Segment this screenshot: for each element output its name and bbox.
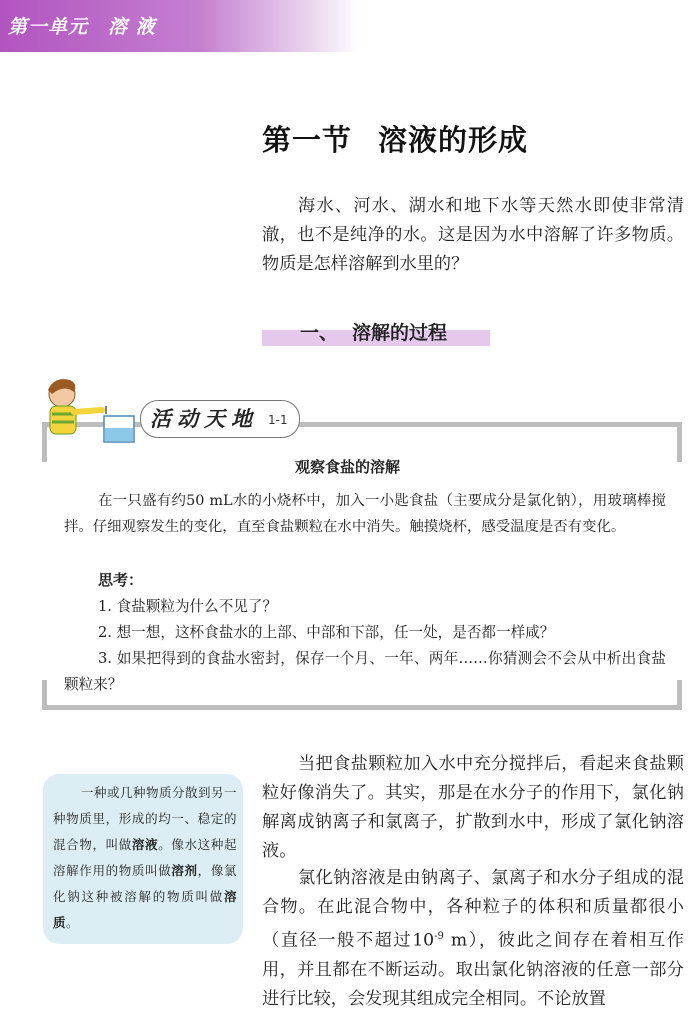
activity-subtitle: 观察食盐的溶解 bbox=[294, 458, 400, 476]
section-name: 溶液的形成 bbox=[378, 123, 529, 157]
note-text-3: ，像氯化钠这种被溶解的物质叫做 bbox=[53, 863, 237, 904]
activity-frame-top-right bbox=[296, 422, 680, 427]
note-text-1: 一种或几种物质分散到另一种物质里，形成的均一、稳定的混合物，叫做 bbox=[53, 785, 238, 852]
definition-text bbox=[53, 780, 237, 936]
subsection-heading bbox=[300, 318, 447, 345]
unit-topic: 溶 液 bbox=[108, 16, 156, 38]
activity-title: 活动天地 bbox=[150, 407, 258, 431]
subsection-number: 一、 bbox=[300, 322, 339, 344]
body-paragraph-3 bbox=[262, 864, 684, 1014]
section-number: 第一节 bbox=[262, 123, 353, 157]
subsection-name: 溶解的过程 bbox=[352, 322, 448, 344]
para3-part-a: 氯化钠溶液是由钠离子、氯离子和水分子组成的混合物。在此混合物中，各种粒子的体积和质量都很小（直径一般不超过10 bbox=[262, 868, 684, 951]
intro-paragraph: 海水、河水、湖水和地下水等天然水即使非常清澈，也不是纯净的水。这是因为水中溶解了许多物质。物质是怎样溶解到水里的？ bbox=[262, 196, 684, 274]
activity-frame-bottom bbox=[42, 705, 682, 710]
definition-note bbox=[43, 774, 243, 944]
unit-label: 第一单元 bbox=[8, 16, 89, 38]
page-title bbox=[262, 118, 528, 159]
para3-exponent: -9 bbox=[434, 931, 444, 942]
term-solute: 溶质 bbox=[53, 889, 237, 930]
question-3: 3. 如果把得到的食盐水密封，保存一个月、一年、两年……你猜测会不会从中析出食盐颗粒来？ bbox=[64, 650, 666, 693]
think-label: 思考： bbox=[98, 571, 144, 589]
note-text-4: 。 bbox=[66, 915, 80, 930]
note-text-2: 。像水这种起溶解作用的物质叫做 bbox=[53, 837, 237, 878]
para3-part-b: m），彼此之间存在着相互作用，并且都在不断运动。取出氯化钠溶液的任意一部分进行比较，会发现其组成完全相同。不论放置 bbox=[262, 930, 684, 1009]
question-2: 2. 想一想，这杯食盐水的上部、中部和下部，任一处，是否都一样咸？ bbox=[98, 624, 555, 641]
term-solvent: 溶剂 bbox=[171, 863, 198, 878]
unit-banner bbox=[0, 0, 360, 52]
question-1: 1. 食盐颗粒为什么不见了？ bbox=[98, 598, 278, 615]
body-paragraph-2: 当把食盐颗粒加入水中充分搅拌后，看起来食盐颗粒好像消失了。其实，那是在水分子的作用下，氯化钠解离成钠离子和氯离子，扩散到水中，形成了氯化钠溶液。 bbox=[262, 754, 684, 861]
child-with-beaker-illustration bbox=[40, 376, 150, 446]
activity-number: 1-1 bbox=[268, 413, 288, 427]
activity-body: 在一只盛有约50 mL水的小烧杯中，加入一小匙食盐（主要成分是氯化钠），用玻璃棒搅拌。仔细观察发生的变化，直至食盐颗粒在水中消失。触摸烧杯，感受温度是否有变化。 bbox=[64, 493, 666, 535]
term-solution: 溶液 bbox=[131, 837, 159, 852]
